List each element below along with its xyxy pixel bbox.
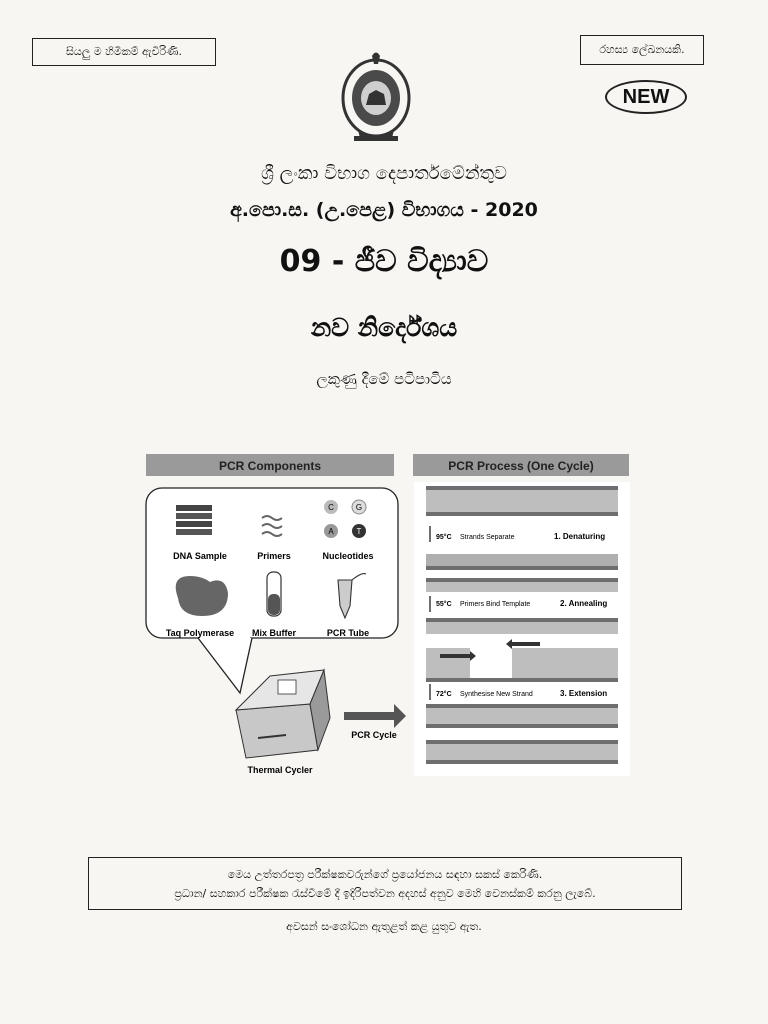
- confidential-label: රහස්‍ය ලේඛනයකි.: [599, 43, 685, 56]
- step3-temp: 72°C: [436, 691, 452, 698]
- thermal-cycler-icon: [236, 670, 330, 758]
- item-pcr-tube: PCR Tube: [326, 628, 370, 638]
- step2-name: 2. Annealing: [560, 599, 608, 608]
- nucleotide-c: C: [328, 503, 334, 512]
- panel-pointer: [198, 638, 252, 693]
- copyright-label: සියලු ම හිමිකම් ඇවිරිණි.: [66, 45, 182, 58]
- new-badge: NEW: [605, 80, 687, 114]
- step3-name: 3. Extension: [560, 689, 608, 698]
- dna-strands-annealed: [426, 618, 618, 682]
- process-title: PCR Process (One Cycle): [448, 459, 594, 473]
- exam-title: අ.පො.ස. (උ.පෙළ) විභාගය - 2020: [230, 199, 538, 221]
- device-label: Thermal Cycler: [247, 765, 313, 775]
- notice-line-2: ප්‍රධාන/ සහකාර පරීක්ෂක රැස්වීමේ දී ඉදිරිපත්වන අදහස් අනුව මෙහි වෙනස්කම් කරනු ලැබේ.: [174, 886, 596, 900]
- nucleotide-a: A: [328, 527, 334, 536]
- dna-strands-top: [426, 486, 618, 516]
- step3-desc: Synthesise New Strand: [460, 691, 533, 698]
- confidential-box: [580, 35, 704, 65]
- step2-desc: Primers Bind Template: [460, 601, 531, 608]
- step1-name: 1. Denaturing: [554, 532, 606, 541]
- syllabus-title: නව නිර්දේශය: [310, 313, 458, 342]
- sri-lanka-emblem: [336, 50, 416, 142]
- pcr-cycle-arrow: [344, 704, 406, 728]
- nucleotide-g: G: [355, 503, 363, 512]
- subject-title: 09 - ජීව විද්‍යාව: [279, 244, 489, 279]
- nucleotide-t: T: [356, 527, 362, 536]
- cycle-label: PCR Cycle: [351, 730, 397, 740]
- notice-box: [88, 857, 682, 910]
- taq-polymerase-icon: [176, 576, 228, 616]
- item-taq-polymerase: Taq Polymerase: [165, 628, 235, 638]
- department-title: ශ්‍රී ලංකා විභාග දෙපාර්තමේන්තුව: [261, 163, 507, 184]
- marking-scheme-title: ලකුණු දීමේ පටිපාටිය: [316, 370, 452, 388]
- item-mix-buffer: Mix Buffer: [251, 628, 297, 638]
- step1-temp: 95°C: [436, 534, 452, 541]
- mix-buffer-icon: [267, 572, 281, 616]
- pcr-infographic: [140, 448, 635, 783]
- notice-line-1: මෙය උත්තරපත්‍ර පරීක්ෂකවරුන්ගේ ප්‍රයෝජනය සඳහා සකස් කෙරිණි.: [227, 867, 543, 881]
- copyright-box: [32, 38, 216, 66]
- item-nucleotides: Nucleotides: [322, 551, 374, 561]
- item-dna-sample: DNA Sample: [173, 551, 227, 561]
- step2-temp: 55°C: [436, 601, 452, 608]
- footer-note: අවසන් සංශෝධන ඇතුළත් කළ යුතුව ඇත.: [286, 920, 482, 933]
- step1-desc: Strands Separate: [460, 534, 515, 541]
- components-title: PCR Components: [219, 459, 321, 473]
- item-primers: Primers: [257, 551, 291, 561]
